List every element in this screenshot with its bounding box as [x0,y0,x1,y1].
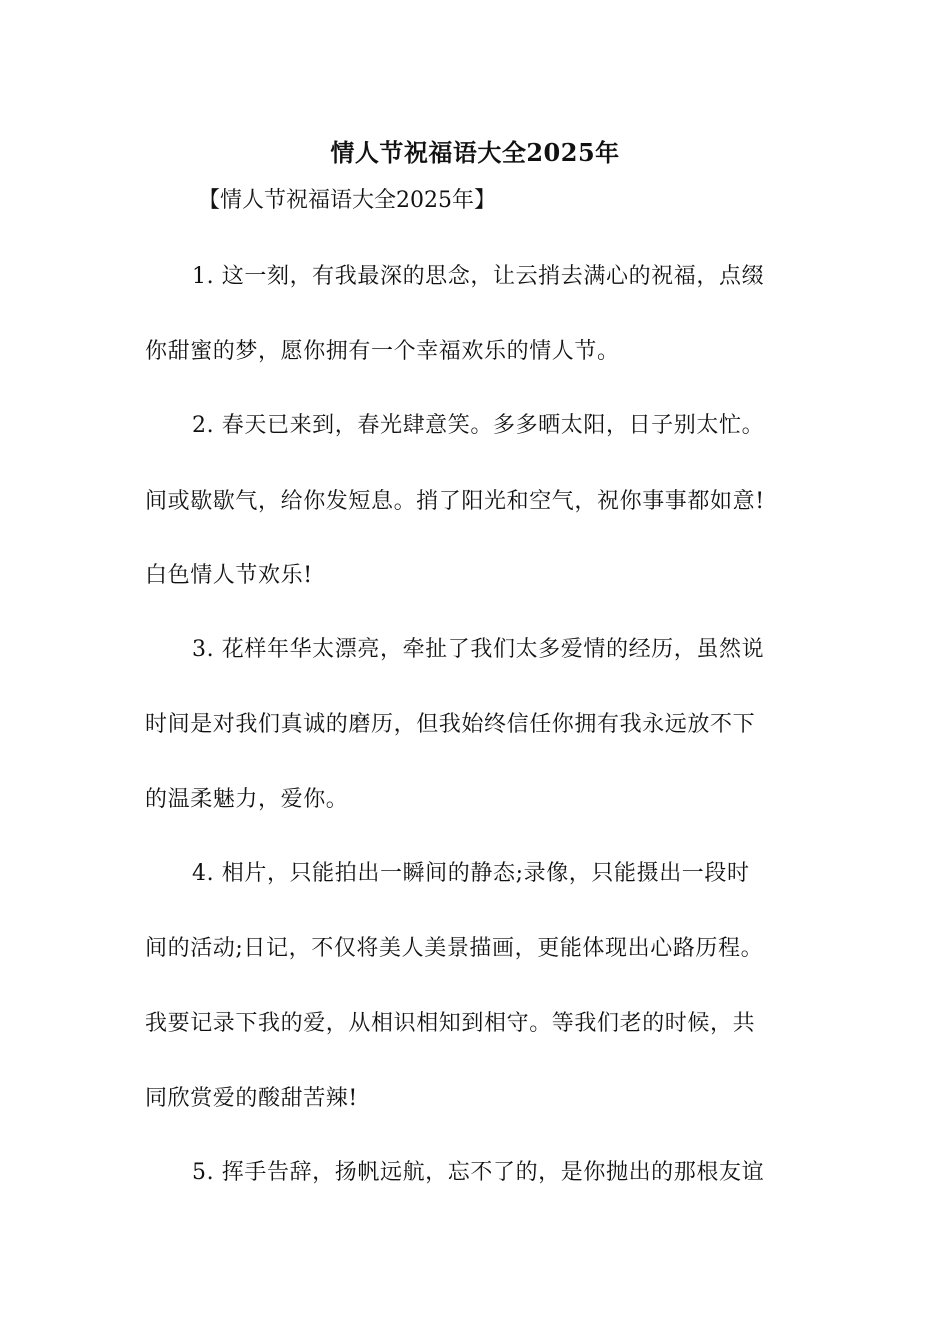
paragraph-1-line-2: 你甜蜜的梦，愿你拥有一个幸福欢乐的情人节。 [145,339,620,364]
paragraph-3-line-2: 时间是对我们真诚的磨历，但我始终信任你拥有我永远放不下 [145,712,756,737]
paragraph-3-line-3: 的温柔魅力，爱你。 [145,787,349,812]
paragraph-3-line-1: 3. 花样年华太漂亮，牵扯了我们太多爱情的经历，虽然说 [192,637,765,662]
paragraph-2-line-3: 白色情人节欢乐! [145,563,313,588]
document-title: 情人节祝福语大全2025年 [330,138,620,167]
paragraph-2-line-1: 2. 春天已来到，春光肆意笑。多多晒太阳，日子别太忙。 [192,413,765,438]
paragraph-4-line-2: 间的活动;日记，不仅将美人美景描画，更能体现出心路历程。 [145,936,764,961]
paragraph-4-line-1: 4. 相片，只能拍出一瞬间的静态;录像，只能摄出一段时 [192,861,750,886]
paragraph-4-line-4: 同欣赏爱的酸甜苦辣! [145,1086,358,1111]
paragraph-5-line-1: 5. 挥手告辞，扬帆远航，忘不了的，是你抛出的那根友谊 [192,1160,765,1185]
paragraph-1-line-1: 1. 这一刻，有我最深的思念，让云捎去满心的祝福，点缀 [192,264,765,289]
document-subtitle: 【情人节祝福语大全2025年】 [198,188,496,213]
paragraph-2-line-2: 间或歇歇气，给你发短息。捎了阳光和空气，祝你事事都如意! [145,489,765,514]
paragraph-4-line-3: 我要记录下我的爱，从相识相知到相守。等我们老的时候，共 [145,1011,756,1036]
